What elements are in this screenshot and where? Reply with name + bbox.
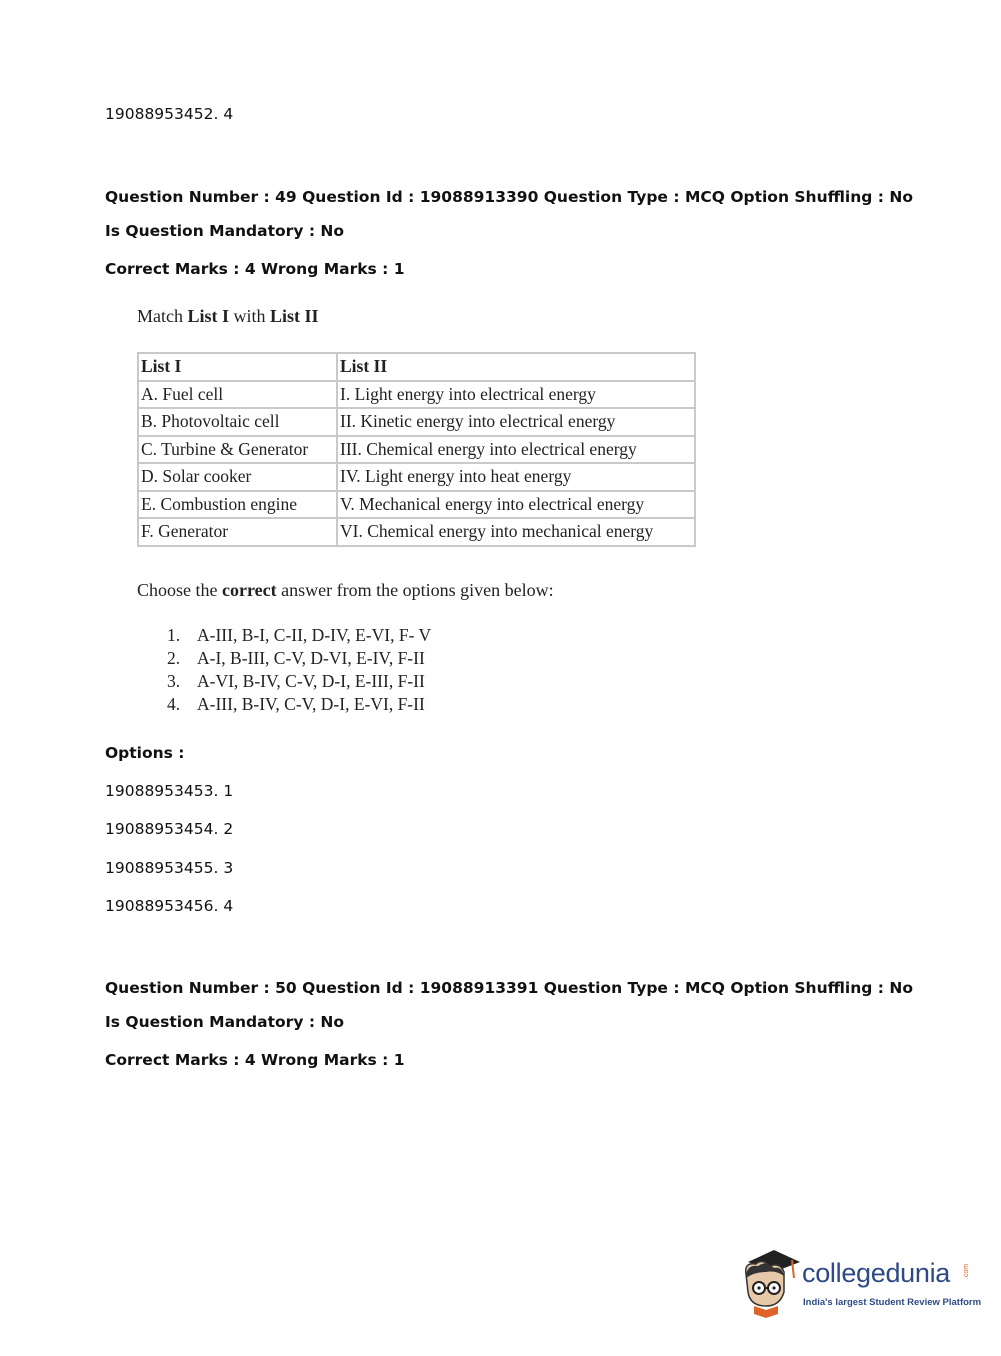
table-header-row xyxy=(138,353,695,381)
table-cell: C. Turbine & Generator xyxy=(138,436,337,464)
previous-option-text: 19088953452. 4 xyxy=(105,105,234,123)
option-item: 19088953453. 1 xyxy=(105,782,234,800)
logo-tagline: India's largest Student Review Platform xyxy=(803,1297,982,1308)
answer-choices-list xyxy=(167,624,431,716)
table-row xyxy=(138,381,695,409)
choice-text: A-III, B-IV, C-V, D-I, E-VI, F-II xyxy=(197,694,425,714)
stem-mid: with xyxy=(229,306,271,326)
collegedunia-logo xyxy=(740,1248,982,1320)
table-row xyxy=(138,463,695,491)
q50-mandatory: Is Question Mandatory : No xyxy=(105,1013,345,1031)
logo-com: .com xyxy=(963,1263,971,1280)
choice-text: A-VI, B-IV, C-V, D-I, E-III, F-II xyxy=(197,671,425,691)
list-item xyxy=(167,624,431,647)
table-cell: V. Mechanical energy into electrical energy xyxy=(337,491,695,519)
choice-number: 2. xyxy=(167,648,181,668)
q49-header: Question Number : 49 Question Id : 19088913390 Question Type : MCQ Option Shuffling : No xyxy=(105,188,913,206)
choice-number: 3. xyxy=(167,671,181,691)
options-label: Options : xyxy=(105,744,185,762)
option-item: 19088953455. 3 xyxy=(105,859,234,877)
choose-bold: correct xyxy=(222,580,277,600)
choice-text: A-I, B-III, C-V, D-VI, E-IV, F-II xyxy=(197,648,425,668)
list-item xyxy=(167,693,431,716)
table-row xyxy=(138,408,695,436)
table-header-list1: List I xyxy=(138,353,337,381)
table-cell: II. Kinetic energy into electrical energy xyxy=(337,408,695,436)
logo-name: collegedunia xyxy=(802,1258,951,1288)
q49-mandatory: Is Question Mandatory : No xyxy=(105,222,345,240)
question-image xyxy=(137,300,717,730)
choose-prefix: Choose the xyxy=(137,580,222,600)
choose-instruction xyxy=(137,580,554,601)
table-row xyxy=(138,436,695,464)
q49-marks: Correct Marks : 4 Wrong Marks : 1 xyxy=(105,260,405,278)
stem-prefix: Match xyxy=(137,306,188,326)
list-item xyxy=(167,647,431,670)
table-cell: VI. Chemical energy into mechanical energy xyxy=(337,518,695,546)
mascot-icon xyxy=(740,1248,802,1318)
stem-list1: List I xyxy=(187,306,229,326)
table-cell: E. Combustion engine xyxy=(138,491,337,519)
option-item: 19088953456. 4 xyxy=(105,897,234,915)
table-cell: III. Chemical energy into electrical energy xyxy=(337,436,695,464)
choose-suffix: answer from the options given below: xyxy=(276,580,554,600)
q50-marks: Correct Marks : 4 Wrong Marks : 1 xyxy=(105,1051,405,1069)
table-cell: IV. Light energy into heat energy xyxy=(337,463,695,491)
choice-text: A-III, B-I, C-II, D-IV, E-VI, F- V xyxy=(197,625,432,645)
q50-header: Question Number : 50 Question Id : 19088913391 Question Type : MCQ Option Shuffling : No xyxy=(105,979,913,997)
table-cell: A. Fuel cell xyxy=(138,381,337,409)
choice-number: 4. xyxy=(167,694,181,714)
table-row xyxy=(138,518,695,546)
table-row xyxy=(138,491,695,519)
option-item: 19088953454. 2 xyxy=(105,820,234,838)
stem-list2: List II xyxy=(270,306,319,326)
table-cell: F. Generator xyxy=(138,518,337,546)
table-cell: I. Light energy into electrical energy xyxy=(337,381,695,409)
table-cell: D. Solar cooker xyxy=(138,463,337,491)
table-cell: B. Photovoltaic cell xyxy=(138,408,337,436)
table-header-list2: List II xyxy=(337,353,695,381)
match-table xyxy=(137,352,696,547)
question-stem xyxy=(137,306,319,327)
choice-number: 1. xyxy=(167,625,181,645)
list-item xyxy=(167,670,431,693)
